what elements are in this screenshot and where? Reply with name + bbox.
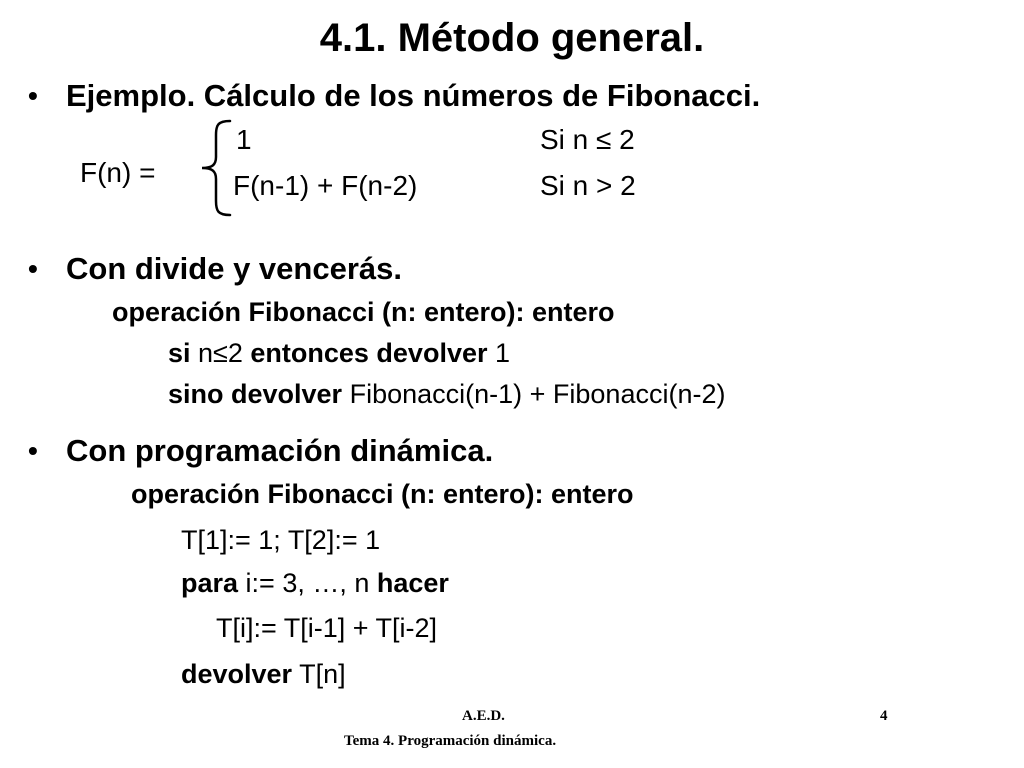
left-brace-icon [196,117,236,217]
bullet-divide: • [28,253,38,284]
dv-recursive-expr: Fibonacci(n-1) + Fibonacci(n-2) [342,379,726,409]
pd-loop-body-text: T[i]:= T[i-1] + T[i-2] [216,613,438,643]
footer-course: A.E.D. [462,708,505,724]
bullet-dinamica: • [28,435,38,466]
kw-devolver: devolver [181,659,293,689]
pd-signature-text: operación Fibonacci (n: entero): entero [131,479,634,509]
slide-title: 4.1. Método general. [319,16,705,60]
pd-init-text: T[1]:= 1; T[2]:= 1 [181,525,381,555]
pd-loop [181,568,449,599]
formula-case2-value: F(n-1) + F(n-2) [233,170,418,201]
formula-case1-value: 1 [236,124,252,155]
footer-page-number: 4 [880,708,888,724]
dv-line-else [168,379,725,410]
kw-para: para [181,568,239,598]
kw-entonces-devolver: entonces devolver [250,338,488,368]
dv-base-value: 1 [487,338,511,368]
heading-ejemplo: Ejemplo. Cálculo de los números de Fibonacci. [66,78,761,113]
heading-dinamica: Con programación dinámica. [66,433,494,468]
pd-loop-body [216,613,437,644]
heading-divide: Con divide y vencerás. [66,251,402,286]
bullet-ejemplo: • [28,80,38,111]
pd-return [181,659,346,690]
footer-topic: Tema 4. Programación dinámica. [344,733,557,749]
kw-hacer: hacer [376,568,449,598]
pd-loop-range: i:= 3, …, n [238,568,377,598]
pd-signature [131,479,634,510]
pd-init [181,525,380,556]
formula-case1-condition: Si n ≤ 2 [540,124,635,155]
dv-signature [112,297,615,328]
dv-line-if [168,338,510,369]
kw-si: si [168,338,191,368]
formula-case2-condition: Si n > 2 [540,170,636,201]
formula-lhs: F(n) = [80,157,156,188]
pd-return-expr: T[n] [292,659,346,689]
dv-condition: n≤2 [190,338,251,368]
dv-signature-text: operación Fibonacci (n: entero): entero [112,297,615,327]
kw-sino-devolver: sino devolver [168,379,343,409]
